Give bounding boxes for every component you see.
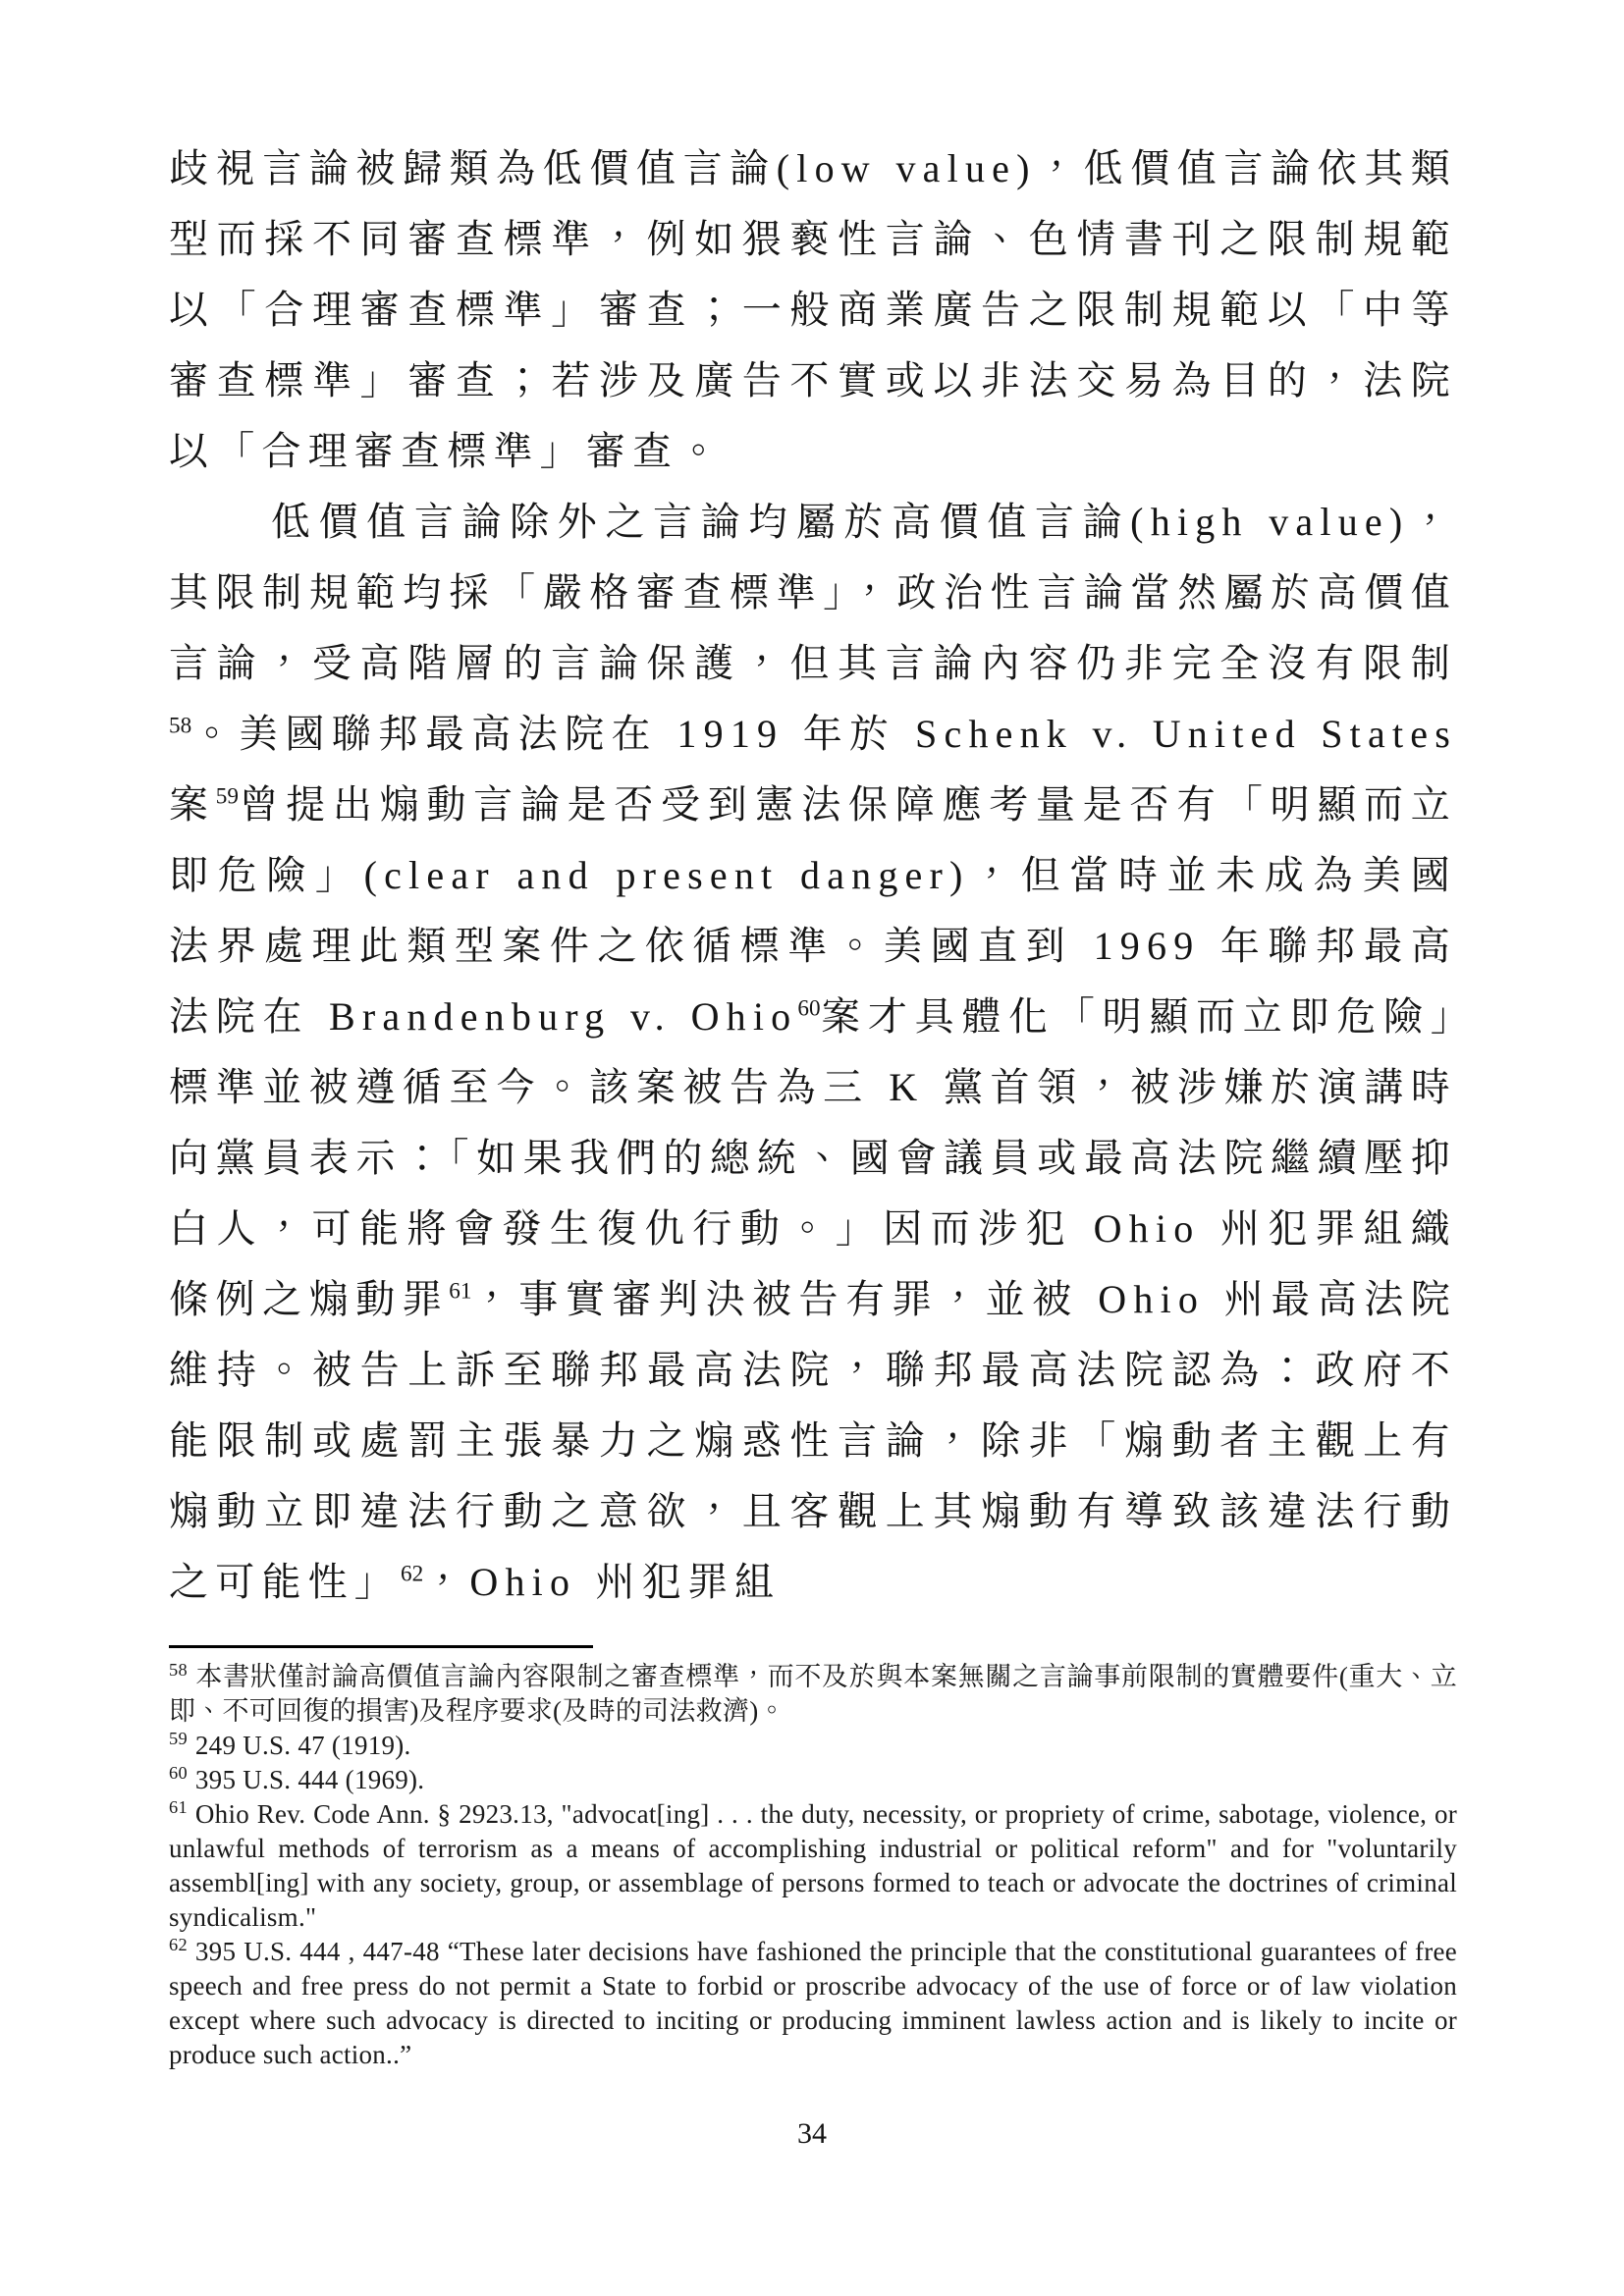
- body-text-segment: 曾提出煽動言論是否受到憲法保障應考量是否有「明顯而立即危險」(clear and present danger)，但當時並未成為美國法界處理此類型案件之依循標準。美國直到 1969 年聯邦最高法院在 Brandenburg v. Ohio: [169, 782, 1457, 1039]
- footnote: [169, 1797, 1457, 1935]
- footnote-text: 249 U.S. 47 (1919).: [194, 1731, 411, 1760]
- footnote-ref: 60: [797, 995, 821, 1022]
- footnote: [169, 1660, 1457, 1729]
- body-text-segment: 歧視言論被歸類為低價值言論(low value)，低價值言論依其類型而採不同審查標準，例如猥褻性言論、色情書刊之限制規範以「合理審查標準」審查；一般商業廣告之限制規範以「中等審查標準」審查；若涉及廣告不實或以非法交易為目的，法院以「合理審查標準」審查。: [169, 146, 1457, 473]
- footnote-number: 60: [169, 1763, 188, 1783]
- body-text: [169, 133, 1457, 1618]
- page-number: 34: [797, 2117, 827, 2150]
- body-paragraph: [169, 133, 1457, 487]
- body-text-segment: ，事實審判決被告有罪，並被 Ohio 州最高法院維持。被告上訴至聯邦最高法院，聯邦最高法院認為：政府不能限制或處罰主張暴力之煽惑性言論，除非「煽動者主觀上有煽動立即違法行動之意欲，且客觀上其煽動有導致該違法行動之可能性」: [169, 1277, 1457, 1604]
- footnote-number: 61: [169, 1797, 188, 1817]
- footnote: [169, 1763, 1457, 1797]
- body-text-segment: 低價值言論除外之言論均屬於高價值言論(high value)，其限制規範均採「嚴格審查標準」，政治性言論當然屬於高價值言論，受高階層的言論保護，但其言論內容仍非完全沒有限制: [169, 500, 1457, 685]
- body-text-segment: 案才具體化「明顯而立即危險」標準並被遵循至今。該案被告為三 K 黨首領，被涉嫌於演講時向黨員表示：「如果我們的總統、國會議員或最高法院繼續壓抑白人，可能將會發生復仇行動。」因而涉犯 Ohio 州犯罪組織條例之煽動罪: [169, 994, 1457, 1321]
- body-text-segment: ，Ohio 州犯罪組: [423, 1560, 782, 1604]
- footnote-number: 62: [169, 1935, 188, 1954]
- body-text-segment: 。美國聯邦最高法院在 1919 年於 Schenk v. United States 案: [169, 712, 1457, 827]
- footnote: [169, 1935, 1457, 2072]
- footnote-text: 本書狀僅討論高價值言論內容限制之審查標準，而不及於與本案無關之言論事前限制的實體要件(重大、立即、不可回復的損害)及程序要求(及時的司法救濟)。: [169, 1662, 1457, 1726]
- footnote-ref: 59: [215, 783, 239, 810]
- footnote-text: 395 U.S. 444 , 447-48 “These later decisions have fashioned the principle that the constitutional guarantees of free speech and free press do not permit a State to forbid or proscribe advocacy of the use of force or of law violation except where such advocacy is directed to inciting or producing imminent lawless action and is likely to incite or produce such action..”: [169, 1937, 1457, 2069]
- footnotes: [169, 1660, 1457, 2072]
- footnote-number: 59: [169, 1729, 188, 1748]
- footnote: [169, 1729, 1457, 1763]
- footnote-ref: 61: [449, 1278, 472, 1305]
- footnote-ref: 58: [169, 713, 192, 739]
- footnote-separator: [169, 1645, 593, 1648]
- footnote-ref: 62: [401, 1561, 424, 1587]
- page-content: [169, 133, 1457, 2072]
- footnote-text: 395 U.S. 444 (1969).: [194, 1765, 425, 1794]
- body-paragraph: [169, 487, 1457, 1618]
- footnote-text: Ohio Rev. Code Ann. § 2923.13, "advocat[ing] . . . the duty, necessity, or propriety of crime, sabotage, violence, or unlawful methods of terrorism as a means of accomplishing industrial or political reform" and for "voluntarily assembl[ing] with any society, group, or assemblage of persons formed to teach or advocate the doctrines of criminal syndicalism.": [169, 1799, 1457, 1932]
- footnote-number: 58: [169, 1660, 188, 1680]
